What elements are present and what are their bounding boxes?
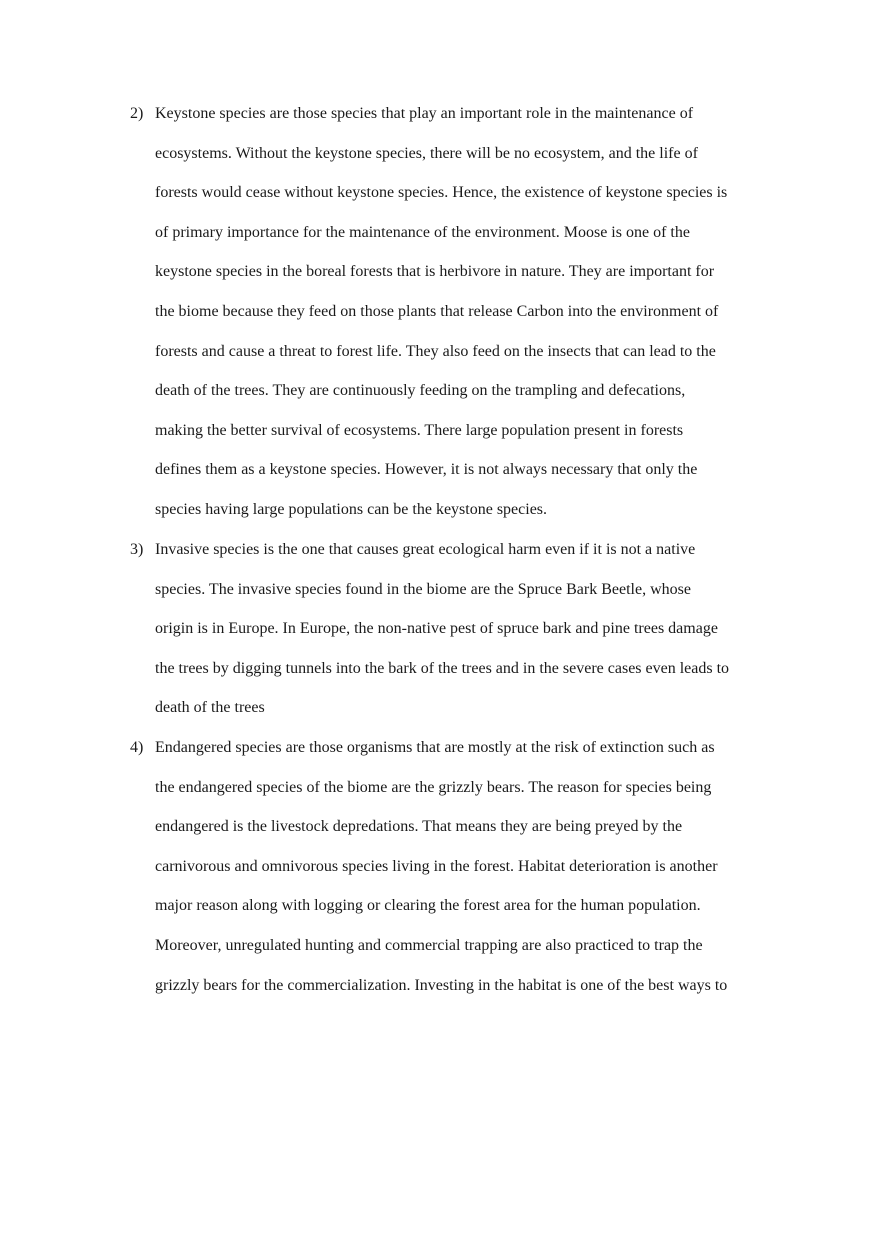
text-line: the biome because they feed on those plants that release Carbon into the environment of (155, 303, 719, 320)
text-line: Endangered species are those organisms that are mostly at the risk of extinction such as (155, 739, 715, 756)
text-line: forests would cease without keystone species. Hence, the existence of keystone species is (155, 184, 728, 202)
text-line: carnivorous and omnivorous species living in the forest. Habitat deterioration is another (155, 857, 718, 875)
text-line: Keystone species are those species that play an important role in the maintenance of (155, 105, 694, 122)
text-line: defines them as a keystone species. However, it is not always necessary that only the (155, 461, 698, 479)
text-line: of primary importance for the maintenance of the environment. Moose is one of the (155, 223, 690, 241)
text-line: species having large populations can be the keystone species. (155, 501, 548, 518)
text-line: Moreover, unregulated hunting and commercial trapping are also practiced to trap the (155, 937, 703, 954)
text-line: origin is in Europe. In Europe, the non-native pest of spruce bark and pine trees damage (155, 620, 718, 638)
text-line: ecosystems. Without the keystone species, there will be no ecosystem, and the life of (155, 144, 698, 162)
text-line: keystone species in the boreal forests that is herbivore in nature. They are important for (155, 263, 715, 281)
text-line: death of the trees (155, 699, 265, 717)
text-line: death of the trees. They are continuously feeding on the trampling and defecations, (155, 382, 686, 400)
text-line: Invasive species is the one that causes great ecological harm even if it is not a native (155, 541, 696, 558)
list-number: 3) (130, 541, 144, 558)
text-line: the endangered species of the biome are the grizzly bears. The reason for species being (155, 778, 712, 796)
text-line: major reason along with logging or clearing the forest area for the human population. (155, 897, 701, 915)
text-line: endangered is the livestock depredations. That means they are being preyed by the (155, 818, 683, 836)
text-line: making the better survival of ecosystems. There large population present in forests (155, 421, 684, 439)
text-line: species. The invasive species found in the biome are the Spruce Bark Beetle, whose (155, 580, 691, 598)
text-line: forests and cause a threat to forest life. They also feed on the insects that can lead to the (155, 342, 716, 360)
list-number: 2) (130, 105, 144, 122)
text-line: grizzly bears for the commercialization. Investing in the habitat is one of the best ways to (155, 976, 728, 994)
list-number: 4) (130, 739, 144, 756)
text-line: the trees by digging tunnels into the bark of the trees and in the severe cases even leads to (155, 659, 730, 677)
